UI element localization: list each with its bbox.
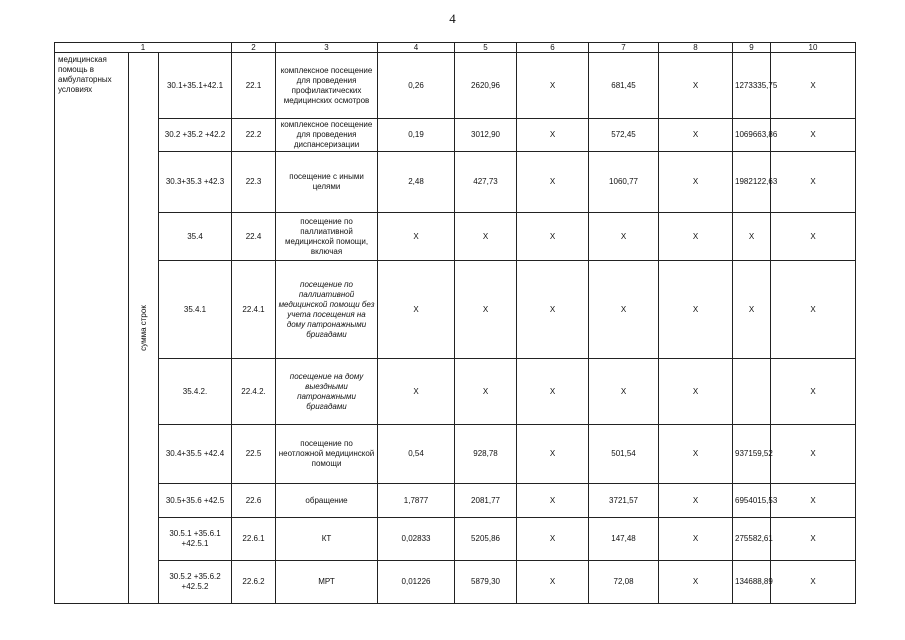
value-cell-col7: X	[589, 359, 659, 425]
value-cell-col6: X	[517, 152, 589, 213]
table-row	[55, 518, 856, 561]
header-cell-6: 6	[517, 43, 589, 53]
row-number-cell: 22.4.1	[232, 261, 276, 359]
description-cell: посещение по паллиативной медицинской помощи, включая	[276, 213, 378, 261]
row-number-cell: 22.6.1	[232, 518, 276, 561]
table-row	[55, 561, 856, 604]
value-cell-col4: X	[378, 359, 455, 425]
value-cell-col9: 134688,89	[733, 561, 771, 604]
description-cell: посещение на дому выездными патронажными бригадами	[276, 359, 378, 425]
header-cell-10: 10	[771, 43, 856, 53]
value-cell-col8: X	[659, 359, 733, 425]
row-number-cell: 22.6.2	[232, 561, 276, 604]
value-cell-col5: 2620,96	[455, 53, 517, 119]
row-number-cell: 22.2	[232, 119, 276, 152]
header-cell-3: 3	[276, 43, 378, 53]
header-cell-8: 8	[659, 43, 733, 53]
value-cell-col5: 5205,86	[455, 518, 517, 561]
value-cell-col4: 0,54	[378, 425, 455, 484]
value-cell-col6: X	[517, 561, 589, 604]
row-number-cell: 22.6	[232, 484, 276, 518]
value-cell-col5: X	[455, 213, 517, 261]
value-cell-col9: 6954015,53	[733, 484, 771, 518]
value-cell-col8: X	[659, 561, 733, 604]
value-cell-col6: X	[517, 359, 589, 425]
value-cell-col10: X	[771, 518, 856, 561]
table-row	[55, 359, 856, 425]
value-cell-col9: 275582,61	[733, 518, 771, 561]
code-cell: 35.4.2.	[159, 359, 232, 425]
value-cell-col4: 1,7877	[378, 484, 455, 518]
value-cell-col7: X	[589, 213, 659, 261]
value-cell-col4: 2,48	[378, 152, 455, 213]
value-cell-col4: 0,19	[378, 119, 455, 152]
code-cell: 30.5.2 +35.6.2 +42.5.2	[159, 561, 232, 604]
value-cell-col7: 147,48	[589, 518, 659, 561]
value-cell-col9: X	[733, 213, 771, 261]
value-cell-col8: X	[659, 261, 733, 359]
group-label: сумма строк	[138, 305, 148, 351]
value-cell-col5: 3012,90	[455, 119, 517, 152]
value-cell-col7: 572,45	[589, 119, 659, 152]
value-cell-col6: X	[517, 518, 589, 561]
code-cell: 30.2 +35.2 +42.2	[159, 119, 232, 152]
value-cell-col10: X	[771, 359, 856, 425]
code-cell: 30.3+35.3 +42.3	[159, 152, 232, 213]
value-cell-col9: 1069663,86	[733, 119, 771, 152]
value-cell-col10: X	[771, 152, 856, 213]
value-cell-col8: X	[659, 119, 733, 152]
table-row	[55, 261, 856, 359]
description-cell: посещение по неотложной медицинской помощи	[276, 425, 378, 484]
value-cell-col7: 501,54	[589, 425, 659, 484]
row-number-cell: 22.4	[232, 213, 276, 261]
table-row	[55, 484, 856, 518]
value-cell-col7: 72,08	[589, 561, 659, 604]
value-cell-col9: X	[733, 261, 771, 359]
value-cell-col5: 928,78	[455, 425, 517, 484]
table-row	[55, 53, 856, 119]
value-cell-col7: 1060,77	[589, 152, 659, 213]
value-cell-col10: X	[771, 261, 856, 359]
value-cell-col9: 937159,52	[733, 425, 771, 484]
value-cell-col5: X	[455, 359, 517, 425]
value-cell-col10: X	[771, 561, 856, 604]
value-cell-col10: X	[771, 213, 856, 261]
header-row	[55, 43, 856, 53]
description-cell: КТ	[276, 518, 378, 561]
page-number: 4	[449, 11, 456, 26]
code-cell: 30.4+35.5 +42.4	[159, 425, 232, 484]
row-number-cell: 22.5	[232, 425, 276, 484]
value-cell-col7: 681,45	[589, 53, 659, 119]
code-cell: 35.4	[159, 213, 232, 261]
value-cell-col6: X	[517, 425, 589, 484]
value-cell-col8: X	[659, 518, 733, 561]
header-cell-5: 5	[455, 43, 517, 53]
category-cell: медицинская помощь в амбулаторных условиях	[55, 53, 129, 604]
value-cell-col5: 5879,30	[455, 561, 517, 604]
code-cell: 30.5+35.6 +42.5	[159, 484, 232, 518]
row-number-cell: 22.1	[232, 53, 276, 119]
value-cell-col7: X	[589, 261, 659, 359]
value-cell-col10: X	[771, 425, 856, 484]
value-cell-col8: X	[659, 484, 733, 518]
header-cell-1: 1	[55, 43, 232, 53]
table-row	[55, 425, 856, 484]
value-cell-col4: X	[378, 213, 455, 261]
value-cell-col8: X	[659, 152, 733, 213]
code-cell: 30.5.1 +35.6.1 +42.5.1	[159, 518, 232, 561]
table-row	[55, 119, 856, 152]
value-cell-col5: X	[455, 261, 517, 359]
description-cell: посещение по паллиативной медицинской помощи без учета посещения на дому патронажными бригадами	[276, 261, 378, 359]
value-cell-col6: X	[517, 53, 589, 119]
code-cell: 35.4.1	[159, 261, 232, 359]
code-cell: 30.1+35.1+42.1	[159, 53, 232, 119]
table-row	[55, 213, 856, 261]
row-number-cell: 22.4.2.	[232, 359, 276, 425]
header-cell-2: 2	[232, 43, 276, 53]
value-cell-col10: X	[771, 119, 856, 152]
description-cell: комплексное посещение для проведения диспансеризации	[276, 119, 378, 152]
value-cell-col4: X	[378, 261, 455, 359]
value-cell-col6: X	[517, 119, 589, 152]
value-cell-col4: 0,01226	[378, 561, 455, 604]
value-cell-col8: X	[659, 53, 733, 119]
description-cell: МРТ	[276, 561, 378, 604]
description-cell: комплексное посещение для проведения профилактических медицинских осмотров	[276, 53, 378, 119]
group-label-cell	[129, 53, 159, 604]
value-cell-col6: X	[517, 484, 589, 518]
value-cell-col8: X	[659, 213, 733, 261]
header-cell-9: 9	[733, 43, 771, 53]
header-cell-7: 7	[589, 43, 659, 53]
value-cell-col5: 427,73	[455, 152, 517, 213]
description-cell: обращение	[276, 484, 378, 518]
value-cell-col7: 3721,57	[589, 484, 659, 518]
description-cell: посещение с иными целями	[276, 152, 378, 213]
data-table	[54, 42, 856, 604]
value-cell-col10: X	[771, 53, 856, 119]
value-cell-col6: X	[517, 213, 589, 261]
value-cell-col9: 1273335,75	[733, 53, 771, 119]
header-cell-4: 4	[378, 43, 455, 53]
value-cell-col10: X	[771, 484, 856, 518]
row-number-cell: 22.3	[232, 152, 276, 213]
value-cell-col5: 2081,77	[455, 484, 517, 518]
table-row	[55, 152, 856, 213]
value-cell-col6: X	[517, 261, 589, 359]
value-cell-col9: 1982122,63	[733, 152, 771, 213]
value-cell-col9	[733, 359, 771, 425]
value-cell-col4: 0,26	[378, 53, 455, 119]
value-cell-col4: 0,02833	[378, 518, 455, 561]
value-cell-col8: X	[659, 425, 733, 484]
